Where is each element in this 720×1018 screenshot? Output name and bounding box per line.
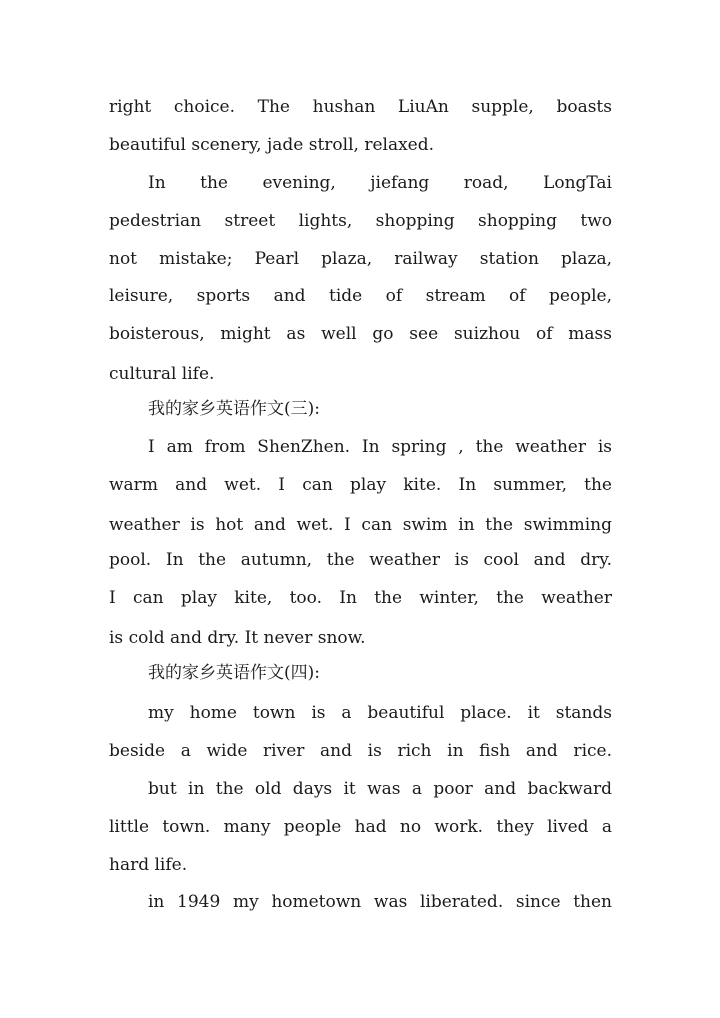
text-line: hard life.: [109, 855, 188, 875]
text-line: beside a wide river and is rich in fish and rice.: [109, 741, 612, 761]
text-line: pedestrian street lights, shopping shopping two: [109, 211, 612, 231]
text-line: weather is hot and wet. I can swim in the swimming: [109, 515, 612, 535]
text-line: in 1949 my hometown was liberated. since then: [148, 892, 612, 912]
section-heading: 我的家乡英语作文(四):: [148, 663, 320, 683]
text-line: pool. In the autumn, the weather is cool and dry.: [109, 550, 612, 570]
text-line: I can play kite, too. In the winter, the weather: [109, 588, 612, 608]
text-line: my home town is a beautiful place. it stands: [148, 703, 612, 723]
text-line: beautiful scenery, jade stroll, relaxed.: [109, 135, 435, 155]
text-line: I am from ShenZhen. In spring , the weather is: [148, 437, 612, 457]
section-heading: 我的家乡英语作文(三):: [148, 399, 320, 419]
text-line: leisure, sports and tide of stream of people,: [109, 286, 612, 306]
text-line: is cold and dry. It never snow.: [109, 628, 366, 648]
text-line: little town. many people had no work. they lived a: [109, 817, 612, 837]
text-line: In the evening, jiefang road, LongTai: [148, 173, 612, 193]
text-line: boisterous, might as well go see suizhou of mass: [109, 324, 612, 344]
text-line: cultural life.: [109, 364, 215, 384]
text-line: not mistake; Pearl plaza, railway station plaza,: [109, 249, 612, 269]
text-line: but in the old days it was a poor and backward: [148, 779, 612, 799]
text-line: right choice. The hushan LiuAn supple, boasts: [109, 97, 612, 117]
text-line: warm and wet. I can play kite. In summer, the: [109, 475, 612, 495]
